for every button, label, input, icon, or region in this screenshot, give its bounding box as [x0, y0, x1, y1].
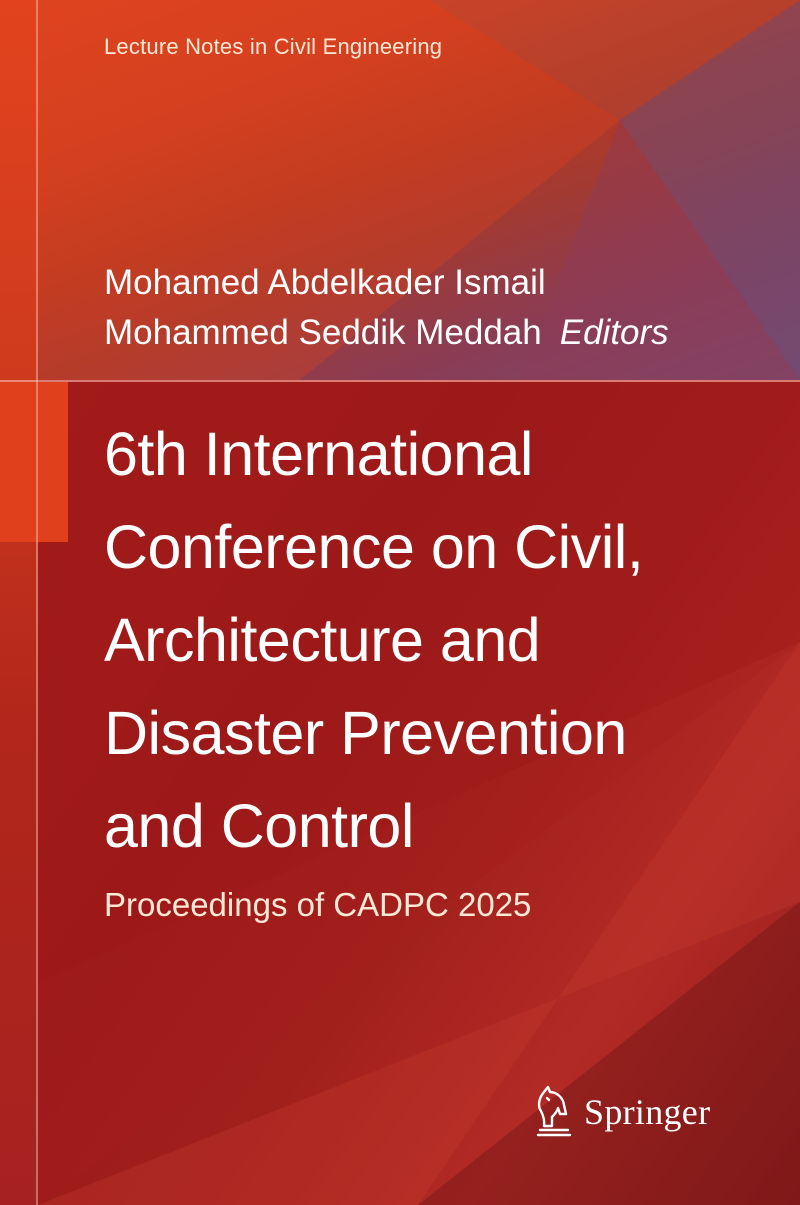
cover-vertical-rule [36, 0, 38, 1205]
title-line: 6th International [104, 420, 533, 488]
publisher-name: Springer [584, 1092, 711, 1132]
editor-name: Mohamed Abdelkader Ismail [104, 263, 546, 302]
springer-horse-icon [532, 1084, 576, 1140]
book-subtitle: Proceedings of CADPC 2025 [104, 886, 532, 923]
book-title [104, 408, 784, 873]
cover-horizontal-rule [0, 380, 800, 382]
title-line: Architecture and [104, 606, 541, 674]
series-title: Lecture Notes in Civil Engineering [104, 34, 443, 59]
editors-block [104, 258, 669, 358]
publisher-mark [532, 1084, 710, 1140]
editor-name-line [104, 308, 669, 358]
editor-name: Mohammed Seddik Meddah [104, 313, 542, 352]
cover-left-strip [0, 0, 38, 1205]
title-line: and Control [104, 792, 414, 860]
editors-role-label: Editors [559, 313, 669, 352]
title-line: Disaster Prevention [104, 699, 627, 767]
title-line: Conference on Civil, [104, 513, 644, 581]
cover-orange-block [0, 382, 68, 542]
